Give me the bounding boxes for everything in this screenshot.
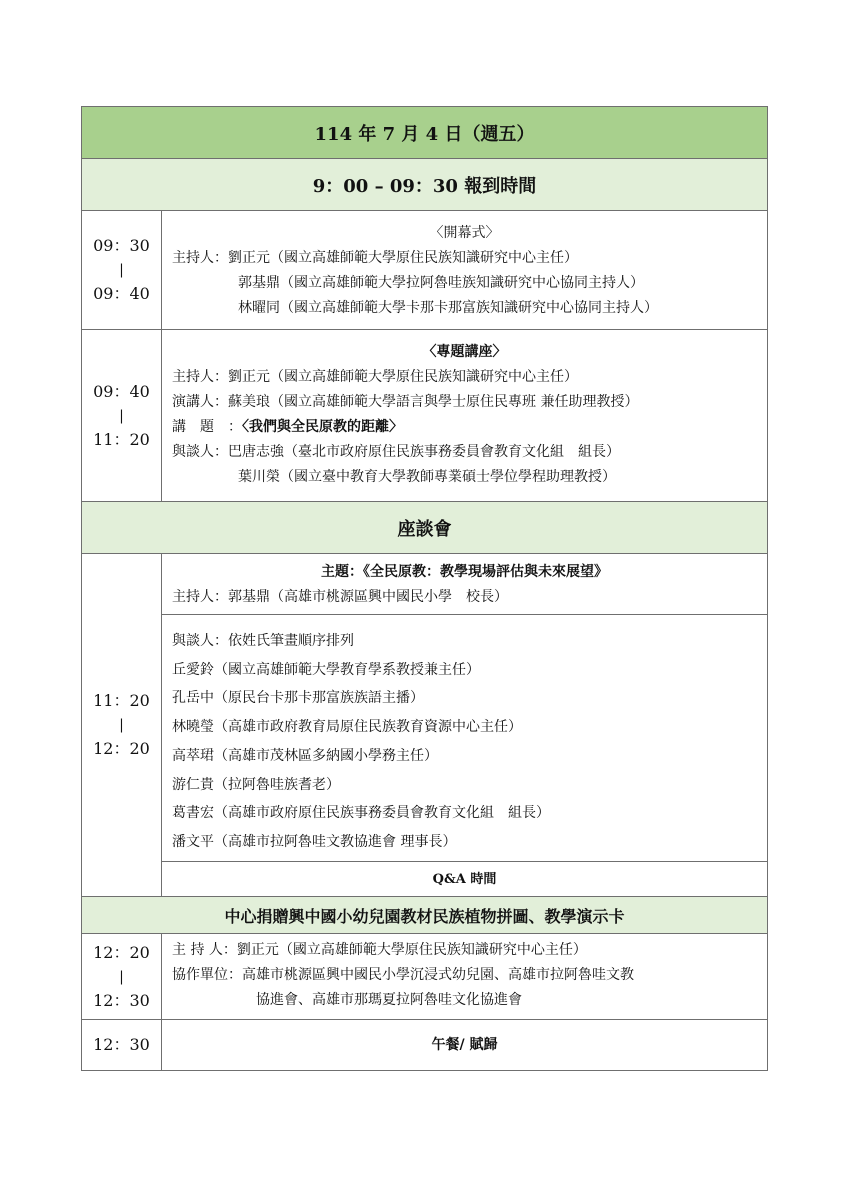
panelist: 游仁貴（拉阿魯哇族耆老） [172, 776, 340, 793]
lunch-row [81, 1020, 768, 1071]
lunch-label: 午餐/ 賦歸 [431, 1036, 498, 1053]
opening-cohost-2: 林曜同（國立高雄師範大學卡那卡那富族知識研究中心協同主持人） [238, 300, 658, 316]
time-end: 12：30 [93, 990, 150, 1010]
lunch-time-text: 12：30 [93, 1035, 150, 1054]
time-separator: | [119, 407, 124, 424]
time-start: 09：40 [93, 381, 150, 401]
donation-host: 主 持 人：劉正元（國立高雄師範大學原住民族知識研究中心主任） [172, 942, 587, 958]
panelist: 孔岳中（原民台卡那卡那富族族語主播） [172, 690, 424, 707]
donation-band [81, 897, 768, 934]
topic-label: 講 題 ： [172, 419, 242, 435]
registration-row [81, 159, 768, 211]
donation-band-text: 中心捐贈興中國小幼兒園教材民族植物拼圖、教學演示卡 [224, 906, 625, 926]
opening-title: 〈開幕式〉 [429, 225, 500, 241]
registration-text: 9：00 – 09：30 報到時間 [312, 175, 537, 197]
forum-band-text: 座談會 [397, 518, 452, 540]
forum-details [162, 554, 767, 896]
lecture-discussant-1: 與談人：巴唐志強（臺北市政府原住民族事務委員會教育文化組 組長） [172, 444, 620, 460]
opening-details [162, 211, 767, 329]
panelist: 丘愛鈴（國立高雄師範大學教育學系教授兼主任） [172, 661, 480, 678]
opening-time [82, 211, 162, 329]
time-separator: | [119, 968, 124, 985]
forum-band [81, 502, 768, 554]
lecture-topic [172, 415, 757, 440]
lecture-row [81, 330, 768, 502]
time-start: 11：20 [93, 691, 150, 710]
lecture-discussant-2: 葉川榮（國立臺中教育大學教師專業碩士學位學程助理教授） [238, 469, 616, 485]
lecture-speaker: 演講人：蘇美琅（國立高雄師範大學語言與學士原住民專班 兼任助理教授） [172, 394, 639, 410]
lunch-time [82, 1020, 162, 1070]
panelist: 高萃珺（高雄市茂林區多納國小學務主任） [172, 747, 438, 764]
time-separator: | [119, 262, 124, 278]
date-header [81, 106, 768, 159]
time-end: 09：40 [93, 284, 150, 303]
panelist: 林曉瑩（高雄市政府教育局原住民族教育資源中心主任） [172, 719, 522, 736]
topic-title: 〈我們與全民原教的距離〉 [242, 419, 403, 435]
panelist: 葛書宏（高雄市政府原住民族事務委員會教育文化組 組長） [172, 805, 550, 822]
lecture-time [82, 330, 162, 501]
qa-session [162, 862, 767, 898]
lunch-details [162, 1020, 767, 1070]
opening-host: 主持人：劉正元（國立高雄師範大學原住民族知識研究中心主任） [172, 250, 578, 266]
opening-row [81, 211, 768, 330]
date-header-text: 114 年 7 月 4 日（週五） [314, 123, 535, 145]
forum-time [82, 554, 162, 896]
lecture-host: 主持人：劉正元（國立高雄師範大學原住民族知識研究中心主任） [172, 369, 578, 385]
forum-row [81, 554, 768, 897]
panelist: 潘文平（高雄市拉阿魯哇文教協進會 理事長） [172, 833, 457, 850]
donation-partners: 協作單位：高雄市桃源區興中國民小學沉浸式幼兒園、高雄市拉阿魯哇文教 [172, 967, 634, 983]
donation-time [82, 934, 162, 1019]
schedule-table [81, 106, 768, 1071]
forum-theme: 主題：《全民原教：教學現場評估與未來展望》 [321, 564, 608, 580]
time-start: 12：20 [93, 942, 150, 962]
time-start: 09：30 [93, 236, 150, 255]
lecture-details [162, 330, 767, 501]
forum-header [162, 554, 767, 615]
time-separator: | [119, 717, 124, 733]
donation-row [81, 934, 768, 1020]
panel-intro: 與談人：依姓氏筆畫順序排列 [172, 633, 354, 649]
forum-host: 主持人：郭基鼎（高雄市桃源區興中國民小學 校長） [172, 589, 508, 605]
lecture-title: 〈專題講座〉 [422, 344, 507, 360]
qa-label: Q&A 時間 [432, 872, 497, 888]
panelist-list [162, 615, 767, 862]
time-end: 12：20 [93, 739, 150, 758]
donation-details [162, 934, 767, 1019]
time-end: 11：20 [93, 429, 150, 449]
donation-partners-cont: 協進會、高雄市那瑪夏拉阿魯哇文化協進會 [256, 992, 522, 1008]
opening-cohost-1: 郭基鼎（國立高雄師範大學拉阿魯哇族知識研究中心協同主持人） [238, 275, 644, 291]
